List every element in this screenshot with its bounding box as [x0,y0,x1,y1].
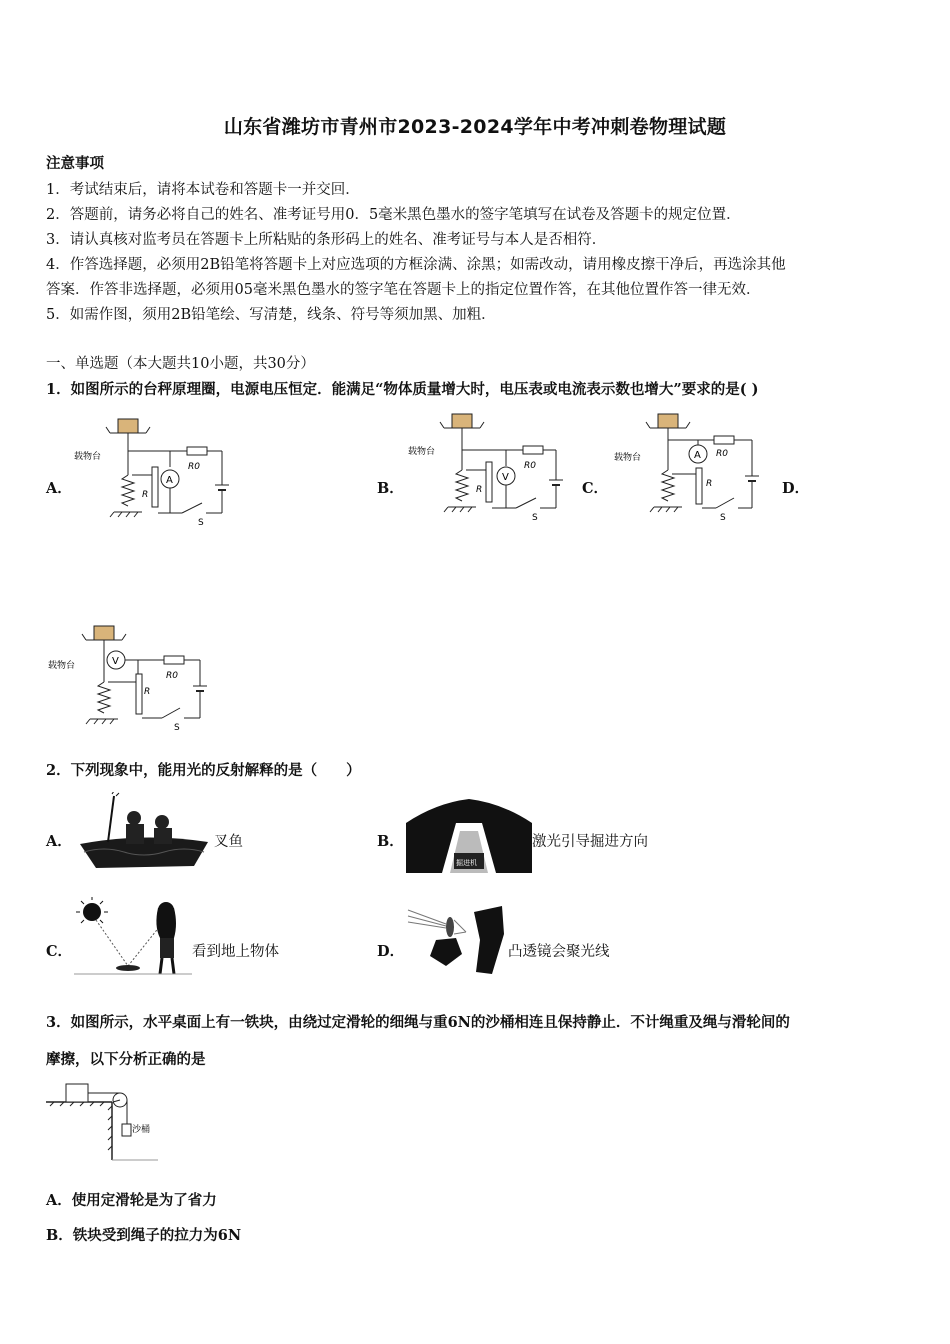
r0-label: R0 [166,671,178,681]
notice-item: 1．考试结束后，请将本试卷和答题卡一并交回． [46,182,360,198]
question-3-line-2: 摩擦，以下分析正确的是 [46,1051,206,1068]
switch-label: S [720,513,726,523]
pulley-diagram [46,1076,166,1166]
notice-item: 答案．作答非选择题，必须用05毫米黑色墨水的签字笔在答题卡上的指定位置作答，在其他位置作答一律无效． [46,282,761,298]
r-label: R [142,490,149,500]
lens-image [406,900,506,976]
notice-item: 2．答题前，请务必将自己的姓名、准考证号用0．5毫米黑色墨水的签字笔填写在试卷及答题卡的规定位置． [46,207,741,223]
q1-option-a[interactable]: A． [46,480,72,497]
q2-caption-c: 看到地上物体 [192,944,279,960]
circuit-diagram-d [46,622,216,732]
ammeter-label: A [694,450,701,461]
question-1-text: 1．如图所示的台秤原理圈，电源电压恒定．能满足“物体质量增大时，电压表或电流表示数也增大”要求的是( ) [46,381,759,398]
fishing-image [74,792,214,872]
q1-option-d[interactable]: D． [782,480,810,497]
ammeter-label: A [166,475,173,486]
q2-option-d[interactable]: D． [377,943,405,960]
q2-option-a[interactable]: A． [46,833,72,850]
notice-item: 3．请认真核对监考员在答题卡上所粘贴的条形码上的姓名、准考证号与本人是否相符． [46,232,607,248]
r-label: R [144,687,151,697]
q3-option-a[interactable]: A．使用定滑轮是为了省力 [46,1192,217,1209]
q2-option-b[interactable]: B． [377,833,404,850]
platform-label: 载物台 [74,452,102,462]
page-title: 山东省潍坊市青州市2023-2024学年中考冲刺卷物理试题 [223,116,727,138]
r0-label: R0 [716,449,728,459]
circuit-diagram-a [72,415,242,535]
notice-item: 5．如需作图，须用2B铅笔绘、写清楚，线条、符号等须加黑、加粗． [46,307,496,323]
tunnel-sign-label: 掘进机 [456,859,477,867]
notice-heading: 注意事项 [46,155,104,172]
q1-option-c[interactable]: C． [582,480,609,497]
question-3-line-1: 3．如图所示，水平桌面上有一铁块，由绕过定滑轮的细绳与重6N的沙桶相连且保持静止．不计绳重及绳与滑轮间的 [46,1014,790,1031]
q3-option-b[interactable]: B．铁块受到绳子的拉力为6N [46,1227,242,1244]
q2-option-c[interactable]: C． [46,943,73,960]
notice-item: 4．作答选择题，必须用2B铅笔将答题卡上对应选项的方框涂满、涂黑；如需改动，请用橡皮擦干净后，再选涂其他 [46,257,786,273]
r-label: R [706,479,713,489]
q1-option-b[interactable]: B． [377,480,404,497]
switch-label: S [174,723,180,732]
q2-caption-a: 叉鱼 [214,834,243,850]
voltmeter-label: V [502,472,509,483]
circuit-diagram-b [406,410,576,530]
q2-caption-d: 凸透镜会聚光线 [508,944,610,960]
q2-caption-b: 激光引导掘进方向 [532,834,648,850]
r0-label: R0 [524,461,536,471]
bucket-label: 沙桶 [132,1125,151,1135]
switch-label: S [532,513,538,523]
platform-label: 载物台 [48,661,76,671]
platform-label: 载物台 [614,453,642,463]
question-2-text: 2．下列现象中，能用光的反射解释的是（ ） [46,762,361,779]
section-heading: 一、单选题（本大题共10小题，共30分） [46,356,315,372]
r0-label: R0 [188,462,200,472]
r-label: R [476,485,483,495]
switch-label: S [198,518,204,528]
platform-label: 载物台 [408,447,436,457]
reflection-image [74,896,192,976]
voltmeter-label: V [112,656,119,667]
laser-tunnel-image [406,793,532,873]
circuit-diagram-c [612,410,782,530]
